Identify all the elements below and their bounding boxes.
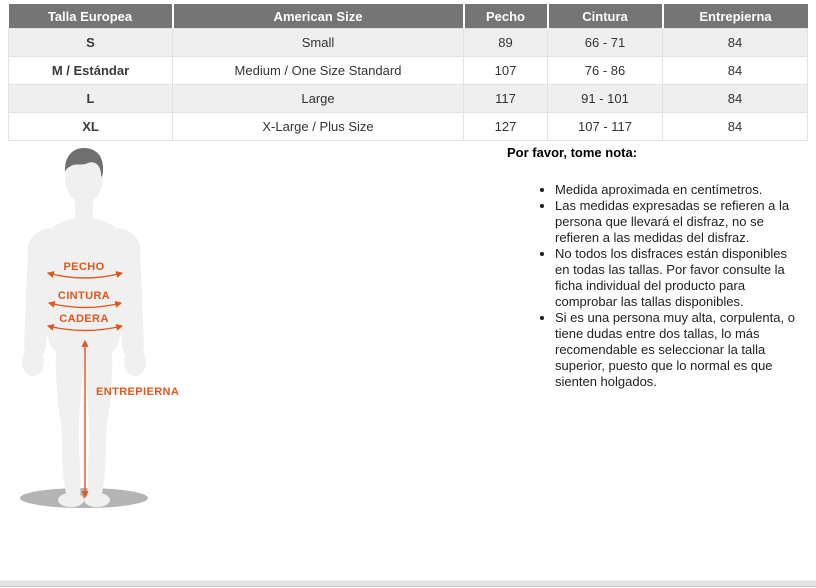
table-row [9,57,808,85]
measurement-figure [0,140,460,560]
column-header-entrepierna: Entrepierna [663,4,808,29]
table-cell: 127 [464,113,548,141]
table-cell: Large [173,85,464,113]
floor-shadow [20,488,148,508]
table-cell: 107 - 117 [548,113,663,141]
size-table-body [9,29,808,141]
body-silhouette [22,150,146,507]
table-cell: Medium / One Size Standard [173,57,464,85]
table-cell: X-Large / Plus Size [173,113,464,141]
table-cell: L [9,85,173,113]
table-cell: 107 [464,57,548,85]
chest-label: PECHO [63,261,105,273]
note-item: • Si es una persona muy alta, corpulenta, o tiene dudas entre dos tallas, lo más recomendable es seleccionar la talla superior, puesto que lo normal es que sienten holgados. [555,310,802,390]
table-row [9,113,808,141]
table-cell: 91 - 101 [548,85,663,113]
column-header-american-size: American Size [173,4,464,29]
table-cell: 76 - 86 [548,57,663,85]
waist-label: CINTURA [57,290,111,302]
note-item: • No todos los disfraces están disponibles en todas las tallas. Por favor consulte la ficha individual del producto para comprobar las tallas disponibles. [555,246,802,310]
table-header-row [9,4,808,29]
notes-panel [507,145,807,390]
table-cell: Small [173,29,464,57]
column-header-pecho: Pecho [464,4,548,29]
table-cell: 89 [464,29,548,57]
size-table [8,4,808,141]
table-cell: M / Estándar [9,57,173,85]
notes-list [507,182,807,390]
inseam-label: ENTREPIERNA [96,386,180,398]
notes-title: Por favor, tome nota: [507,145,638,160]
column-header-cintura: Cintura [548,4,663,29]
column-header-talla-europea: Talla Europea [9,4,173,29]
table-cell: 84 [663,113,808,141]
table-row [9,85,808,113]
table-cell: 117 [464,85,548,113]
table-cell: S [9,29,173,57]
bottom-divider [0,580,816,587]
table-cell: 66 - 71 [548,29,663,57]
table-cell: 84 [663,57,808,85]
hip-label: CADERA [59,313,109,325]
table-cell: 84 [663,85,808,113]
note-item: • Las medidas expresadas se refieren a la persona que llevará el disfraz, no se refieren a las medidas del disfraz. [555,198,802,246]
table-cell: XL [9,113,173,141]
note-item: • Medida aproximada en centímetros. [555,182,802,198]
table-cell: 84 [663,29,808,57]
table-row [9,29,808,57]
